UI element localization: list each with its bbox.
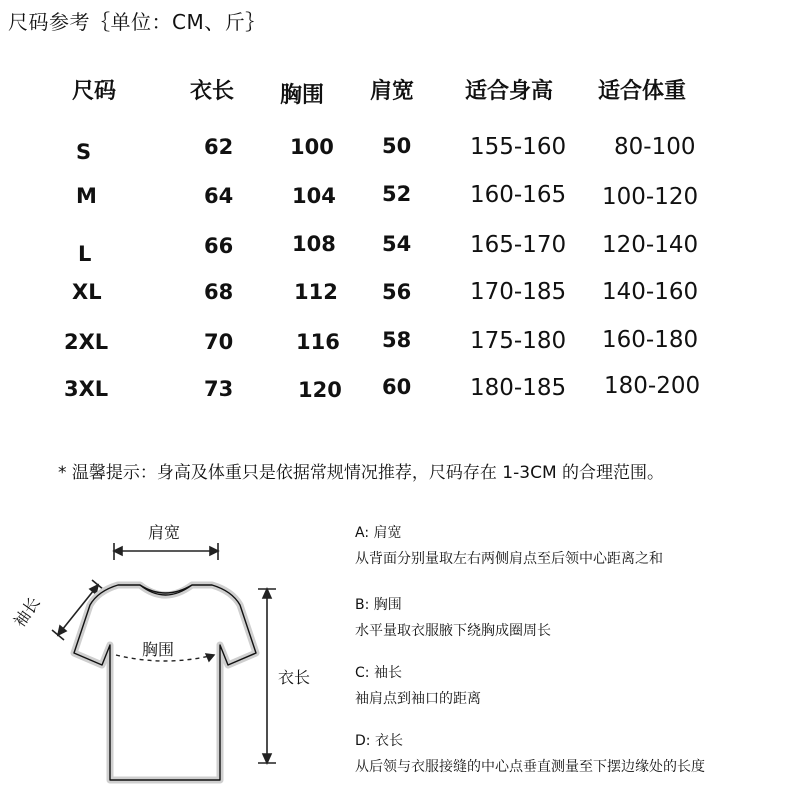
header-weight: 适合体重 bbox=[598, 79, 687, 104]
shoulder-arrow bbox=[114, 543, 218, 560]
table-cell: 104 bbox=[292, 184, 336, 208]
table-cell: 58 bbox=[382, 328, 412, 352]
shoulder-label: 肩宽 bbox=[148, 523, 181, 542]
header-size: 尺码 bbox=[72, 79, 117, 104]
table-cell: 165-170 bbox=[470, 232, 567, 258]
table-cell: 80-100 bbox=[614, 134, 696, 160]
tshirt-outline bbox=[74, 585, 256, 780]
table-cell: M bbox=[76, 184, 97, 208]
tshirt-inner bbox=[74, 585, 256, 780]
definition-item bbox=[355, 522, 663, 568]
length-arrow bbox=[258, 589, 276, 763]
definition-item bbox=[355, 594, 551, 640]
header-height: 适合身高 bbox=[465, 79, 554, 104]
header-chest: 胸围 bbox=[280, 83, 325, 108]
size-note: * 温馨提示：身高及体重只是依据常规情况推荐，尺码存在 1-3CM 的合理范围。 bbox=[58, 463, 665, 483]
table-cell: 60 bbox=[382, 375, 412, 399]
table-cell: 112 bbox=[294, 280, 338, 304]
table-cell: 66 bbox=[204, 234, 234, 258]
header-length: 衣长 bbox=[190, 79, 235, 104]
definition-term: C: 袖长 bbox=[355, 665, 402, 681]
definition-term: D: 衣长 bbox=[355, 733, 403, 749]
table-cell: 120 bbox=[298, 378, 342, 402]
table-cell: 68 bbox=[204, 280, 234, 304]
definition-desc: 从背面分别量取左右两侧肩点至后领中心距离之和 bbox=[355, 551, 663, 567]
definition-term: B: 胸围 bbox=[355, 597, 402, 613]
header-shoulder: 肩宽 bbox=[370, 79, 415, 104]
definition-desc: 袖肩点到袖口的距离 bbox=[355, 691, 481, 707]
table-cell: 160-180 bbox=[602, 327, 699, 353]
table-cell: 2XL bbox=[64, 330, 109, 354]
definition-desc: 水平量取衣服腋下绕胸成圈周长 bbox=[355, 623, 551, 639]
table-cell: 3XL bbox=[64, 377, 109, 401]
table-cell: 155-160 bbox=[470, 134, 567, 160]
table-cell: 50 bbox=[382, 134, 412, 158]
table-cell: 120-140 bbox=[602, 232, 699, 258]
definition-item bbox=[355, 662, 481, 708]
sleeve-label: 袖长 bbox=[9, 593, 44, 631]
chest-label: 胸围 bbox=[142, 640, 175, 659]
table-cell: 54 bbox=[382, 232, 412, 256]
page-title: 尺码参考｛单位：CM、斤｝ bbox=[8, 10, 266, 34]
table-cell: 116 bbox=[296, 330, 340, 354]
table-cell: L bbox=[78, 242, 92, 266]
table-cell: 108 bbox=[292, 232, 336, 256]
definition-term: A: 肩宽 bbox=[355, 525, 402, 541]
table-cell: 170-185 bbox=[470, 279, 567, 305]
table-cell: 52 bbox=[382, 182, 412, 206]
table-cell: S bbox=[76, 140, 92, 164]
table-cell: 64 bbox=[204, 184, 234, 208]
table-cell: 73 bbox=[204, 377, 234, 401]
table-cell: XL bbox=[72, 280, 102, 304]
tshirt-diagram bbox=[0, 505, 330, 795]
table-cell: 70 bbox=[204, 330, 234, 354]
length-label: 衣长 bbox=[278, 668, 311, 687]
table-cell: 100 bbox=[290, 135, 334, 159]
table-cell: 56 bbox=[382, 280, 412, 304]
table-cell: 140-160 bbox=[602, 279, 699, 305]
table-cell: 180-185 bbox=[470, 375, 567, 401]
table-cell: 100-120 bbox=[602, 184, 699, 210]
table-cell: 62 bbox=[204, 135, 234, 159]
table-cell: 175-180 bbox=[470, 328, 567, 354]
definition-desc: 从后领与衣服接缝的中心点垂直测量至下摆边缘处的长度 bbox=[355, 759, 705, 775]
definition-item bbox=[355, 730, 705, 776]
table-cell: 180-200 bbox=[604, 373, 701, 399]
table-cell: 160-165 bbox=[470, 182, 567, 208]
